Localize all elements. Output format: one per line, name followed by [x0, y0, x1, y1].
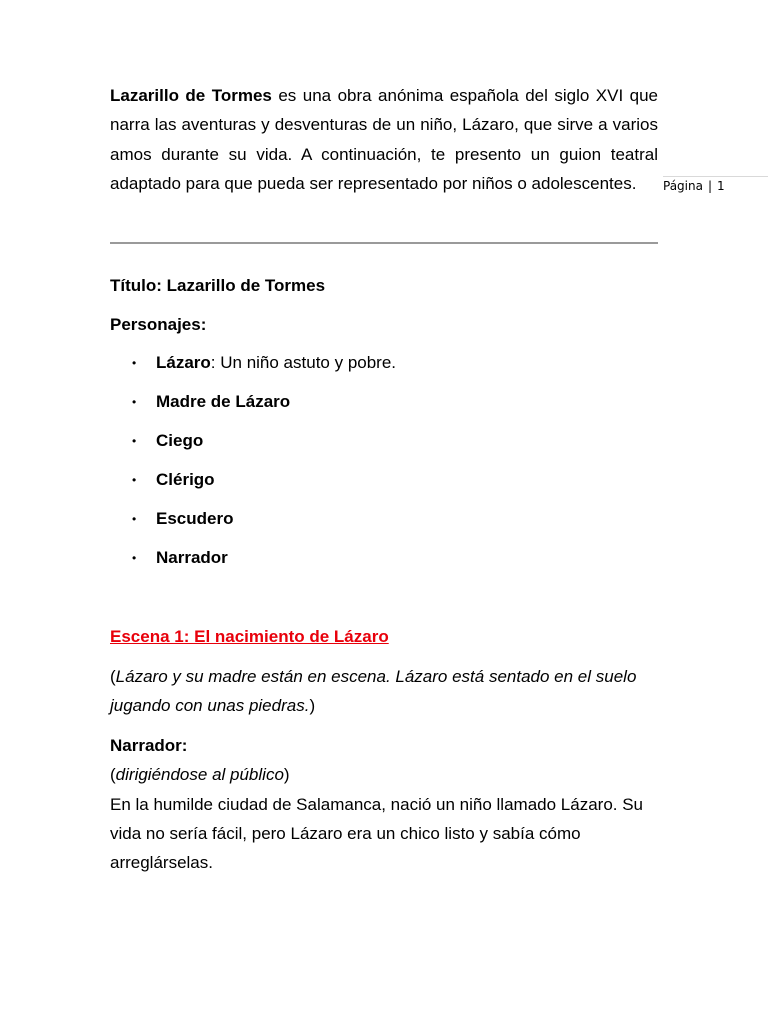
character-name: Ciego: [156, 431, 204, 450]
page-separator: |: [707, 179, 713, 193]
dialogue-line: En la humilde ciudad de Salamanca, nació un niño llamado Lázaro. Su vida no sería fácil, pero Lázaro era un chico listo y sabía cómo arreglárselas.: [110, 794, 644, 873]
character-name: Madre de Lázaro: [156, 392, 291, 411]
script-title: Título: Lazarillo de Tormes: [110, 276, 326, 295]
list-item: [110, 469, 396, 508]
bullet-icon: •: [132, 434, 137, 448]
intro-paragraph: [110, 81, 658, 198]
scene-title: Escena 1: El nacimiento de Lázaro: [110, 627, 389, 646]
page-label: Página: [663, 179, 703, 193]
intro-text: es una obra anónima española del siglo XVI que narra las aventuras y desventuras de un niño, Lázaro, que sirve a varios amos durante su vida. A continuación, te presento un guion teatral adaptado para que pueda ser representado por niños o adolescentes.: [110, 86, 658, 193]
stage-close-paren: ): [309, 696, 316, 716]
horizontal-rule: [110, 242, 658, 244]
bullet-icon: •: [132, 473, 137, 487]
bullet-icon: •: [132, 512, 137, 526]
bullet-icon: •: [132, 356, 137, 370]
characters-list: [110, 352, 396, 586]
list-item: [110, 430, 396, 469]
page-number: [663, 176, 768, 193]
list-item: [110, 391, 396, 430]
speaker-name: Narrador:: [110, 736, 188, 755]
character-name: Clérigo: [156, 470, 215, 489]
stage-open-paren: (: [110, 667, 116, 686]
list-item: [110, 508, 396, 547]
list-item: [110, 547, 396, 586]
stage-direction-text: Lázaro y su madre están en escena. Lázaro está sentado en el suelo jugando con unas piedras.: [110, 667, 637, 716]
aside-open-paren: (: [110, 765, 116, 785]
character-name: Lázaro: [156, 353, 211, 372]
list-item: [110, 352, 396, 391]
aside-text: dirigiéndose al público: [115, 765, 284, 785]
intro-work-title: Lazarillo de Tormes: [110, 86, 272, 105]
character-name: Narrador: [156, 548, 228, 567]
aside-close-paren: ): [283, 765, 290, 785]
character-name: Escudero: [156, 509, 234, 528]
characters-heading: Personajes:: [110, 315, 207, 334]
stage-direction: [110, 662, 658, 721]
character-description: : Un niño astuto y pobre.: [210, 353, 397, 372]
narrator-dialogue: [110, 731, 670, 877]
bullet-icon: •: [132, 395, 137, 409]
bullet-icon: •: [132, 551, 137, 565]
page-number-value: 1: [717, 179, 725, 193]
